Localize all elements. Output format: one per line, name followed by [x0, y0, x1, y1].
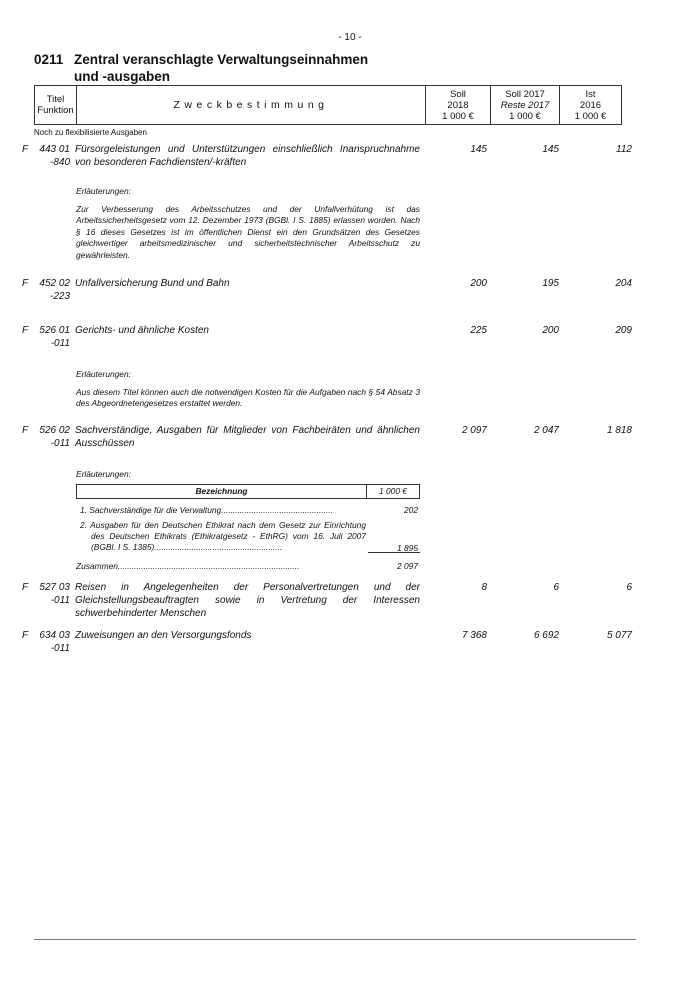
flex-mark: F: [22, 582, 29, 593]
row-description: Zuweisungen an den Versorgungsfonds: [75, 630, 252, 641]
flex-mark: F: [22, 144, 29, 155]
value-soll-2018: 200: [470, 278, 487, 289]
value-ist-2016: 5 077: [606, 630, 632, 641]
sum-divider: [368, 552, 420, 553]
sub-table: [76, 484, 420, 574]
sub-table-item-label: 1. Sachverständige für die Verwaltung................................................: [80, 505, 333, 515]
value-soll-2017: 200: [542, 325, 559, 336]
sub-table-header: [76, 484, 420, 499]
titel-number: 526 01: [39, 325, 70, 336]
funktion-number: -223: [49, 291, 70, 302]
erlaeuterungen-text: Aus diesem Titel können auch die notwendigen Kosten für die Aufgaben nach § 54 Absatz 3 des Abgeordnetengesetzes erstattet werden.: [76, 386, 420, 408]
sub-table-item-value: 1 895: [397, 543, 418, 553]
value-ist-2016: 112: [616, 144, 632, 155]
flex-mark: F: [22, 630, 29, 641]
titel-number: 527 03: [39, 582, 70, 593]
titel-number: 526 02: [39, 425, 70, 436]
chapter-number: 0211: [34, 52, 64, 67]
header-zweckbestimmung: Zweckbestimmung: [77, 86, 426, 124]
value-soll-2018: 8: [481, 582, 487, 593]
sub-table-item-label: 2. Ausgaben für den Deutschen Ethikrat nach dem Gesetz zur Einrichtung des Deutschen Ethikrats (Ethikratgesetz - EthRG) vom 16. Juli 2007 (BGBl. I S. 1385).......................................................: [80, 520, 366, 552]
value-soll-2018: 2 097: [461, 425, 487, 436]
sub-table-sum-label: Zusammen..............................................................................: [76, 561, 300, 571]
value-ist-2016: 1 818: [606, 425, 632, 436]
funktion-number: -011: [50, 338, 70, 349]
value-soll-2018: 145: [470, 144, 487, 155]
value-soll-2017: 6: [553, 582, 559, 593]
flex-mark: F: [22, 278, 29, 289]
erlaeuterungen-label: Erläuterungen:: [76, 369, 131, 379]
sub-table-item: [76, 505, 420, 518]
value-ist-2016: 6: [626, 582, 632, 593]
value-soll-2017: 195: [542, 278, 559, 289]
footer-divider: [34, 939, 636, 940]
funktion-number: -011: [50, 595, 70, 606]
chapter-title-line1: Zentral veranschlagte Verwaltungseinnahmen: [74, 52, 369, 67]
erlaeuterungen-443: [76, 186, 420, 261]
value-soll-2017: 145: [542, 144, 559, 155]
flex-mark: F: [22, 325, 29, 336]
header-soll-2018: Soll 2018 1 000 €: [426, 86, 491, 124]
funktion-number: -011: [50, 438, 70, 449]
titel-number: 452 02: [39, 278, 70, 289]
row-description: Fürsorgeleistungen und Unterstützungen einschließlich Inanspruchnahme von besonderen Fachdiensten/-kräften: [75, 144, 420, 168]
row-description: Sachverständige, Ausgaben für Mitglieder von Fachbeiräten und ähnlichen Ausschüssen: [75, 425, 420, 449]
page-number: - 10 -: [338, 32, 362, 43]
sub-table-col-bezeichnung: Bezeichnung: [77, 485, 367, 498]
value-ist-2016: 209: [615, 325, 632, 336]
value-ist-2016: 204: [615, 278, 632, 289]
row-description: Reisen in Angelegenheiten der Personalvertretungen und der Gleichstellungsbeauftragten sowie in Vertretung der Interessen schwerbehinderter Menschen: [75, 582, 420, 619]
chapter-heading: [34, 51, 368, 85]
erlaeuterungen-526-01: [76, 369, 420, 410]
header-soll-2017: Soll 2017 Reste 2017 1 000 €: [491, 86, 560, 124]
value-soll-2017: 2 047: [533, 425, 559, 436]
header-titel-funktion: Titel Funktion: [35, 86, 77, 124]
erlaeuterungen-label: Erläuterungen:: [76, 469, 131, 479]
sub-table-sum: [76, 561, 420, 574]
funktion-number: -840: [49, 157, 70, 168]
erlaeuterungen-text: Zur Verbesserung des Arbeitsschutzes und der Unfallverhütung ist das Arbeitssicherheitsgesetz vom 12. Dezember 1973 (BGBl. I S. 1885) erlassen worden. Nach § 16 dieses Gesetzes ist im öffentlichen Dienst ein den Grundsätzen des Gesetzes gleichwertiger arbeitsmedizinischer und sicherheitstechnischer Arbeitsschutz zu gewährleisten.: [76, 203, 420, 260]
value-soll-2017: 6 692: [533, 630, 559, 641]
funktion-number: -011: [50, 643, 70, 654]
titel-number: 443 01: [39, 144, 70, 155]
row-description: Gerichts- und ähnliche Kosten: [75, 325, 209, 336]
sub-table-sum-value: 2 097: [397, 561, 418, 571]
section-label: Noch zu flexibilisierte Ausgaben: [34, 128, 147, 137]
row-description: Unfallversicherung Bund und Bahn: [75, 278, 230, 289]
sub-table-item: [76, 520, 420, 556]
chapter-title-line2: und -ausgaben: [74, 69, 171, 84]
value-soll-2018: 7 368: [461, 630, 487, 641]
flex-mark: F: [22, 425, 29, 436]
table-header: [34, 85, 622, 125]
erlaeuterungen-label: Erläuterungen:: [76, 186, 131, 196]
sub-table-col-unit: 1 000 €: [379, 486, 407, 496]
titel-number: 634 03: [39, 630, 70, 641]
value-soll-2018: 225: [470, 325, 487, 336]
sub-table-item-value: 202: [404, 505, 418, 515]
header-ist-2016: Ist 2016 1 000 €: [574, 88, 607, 122]
